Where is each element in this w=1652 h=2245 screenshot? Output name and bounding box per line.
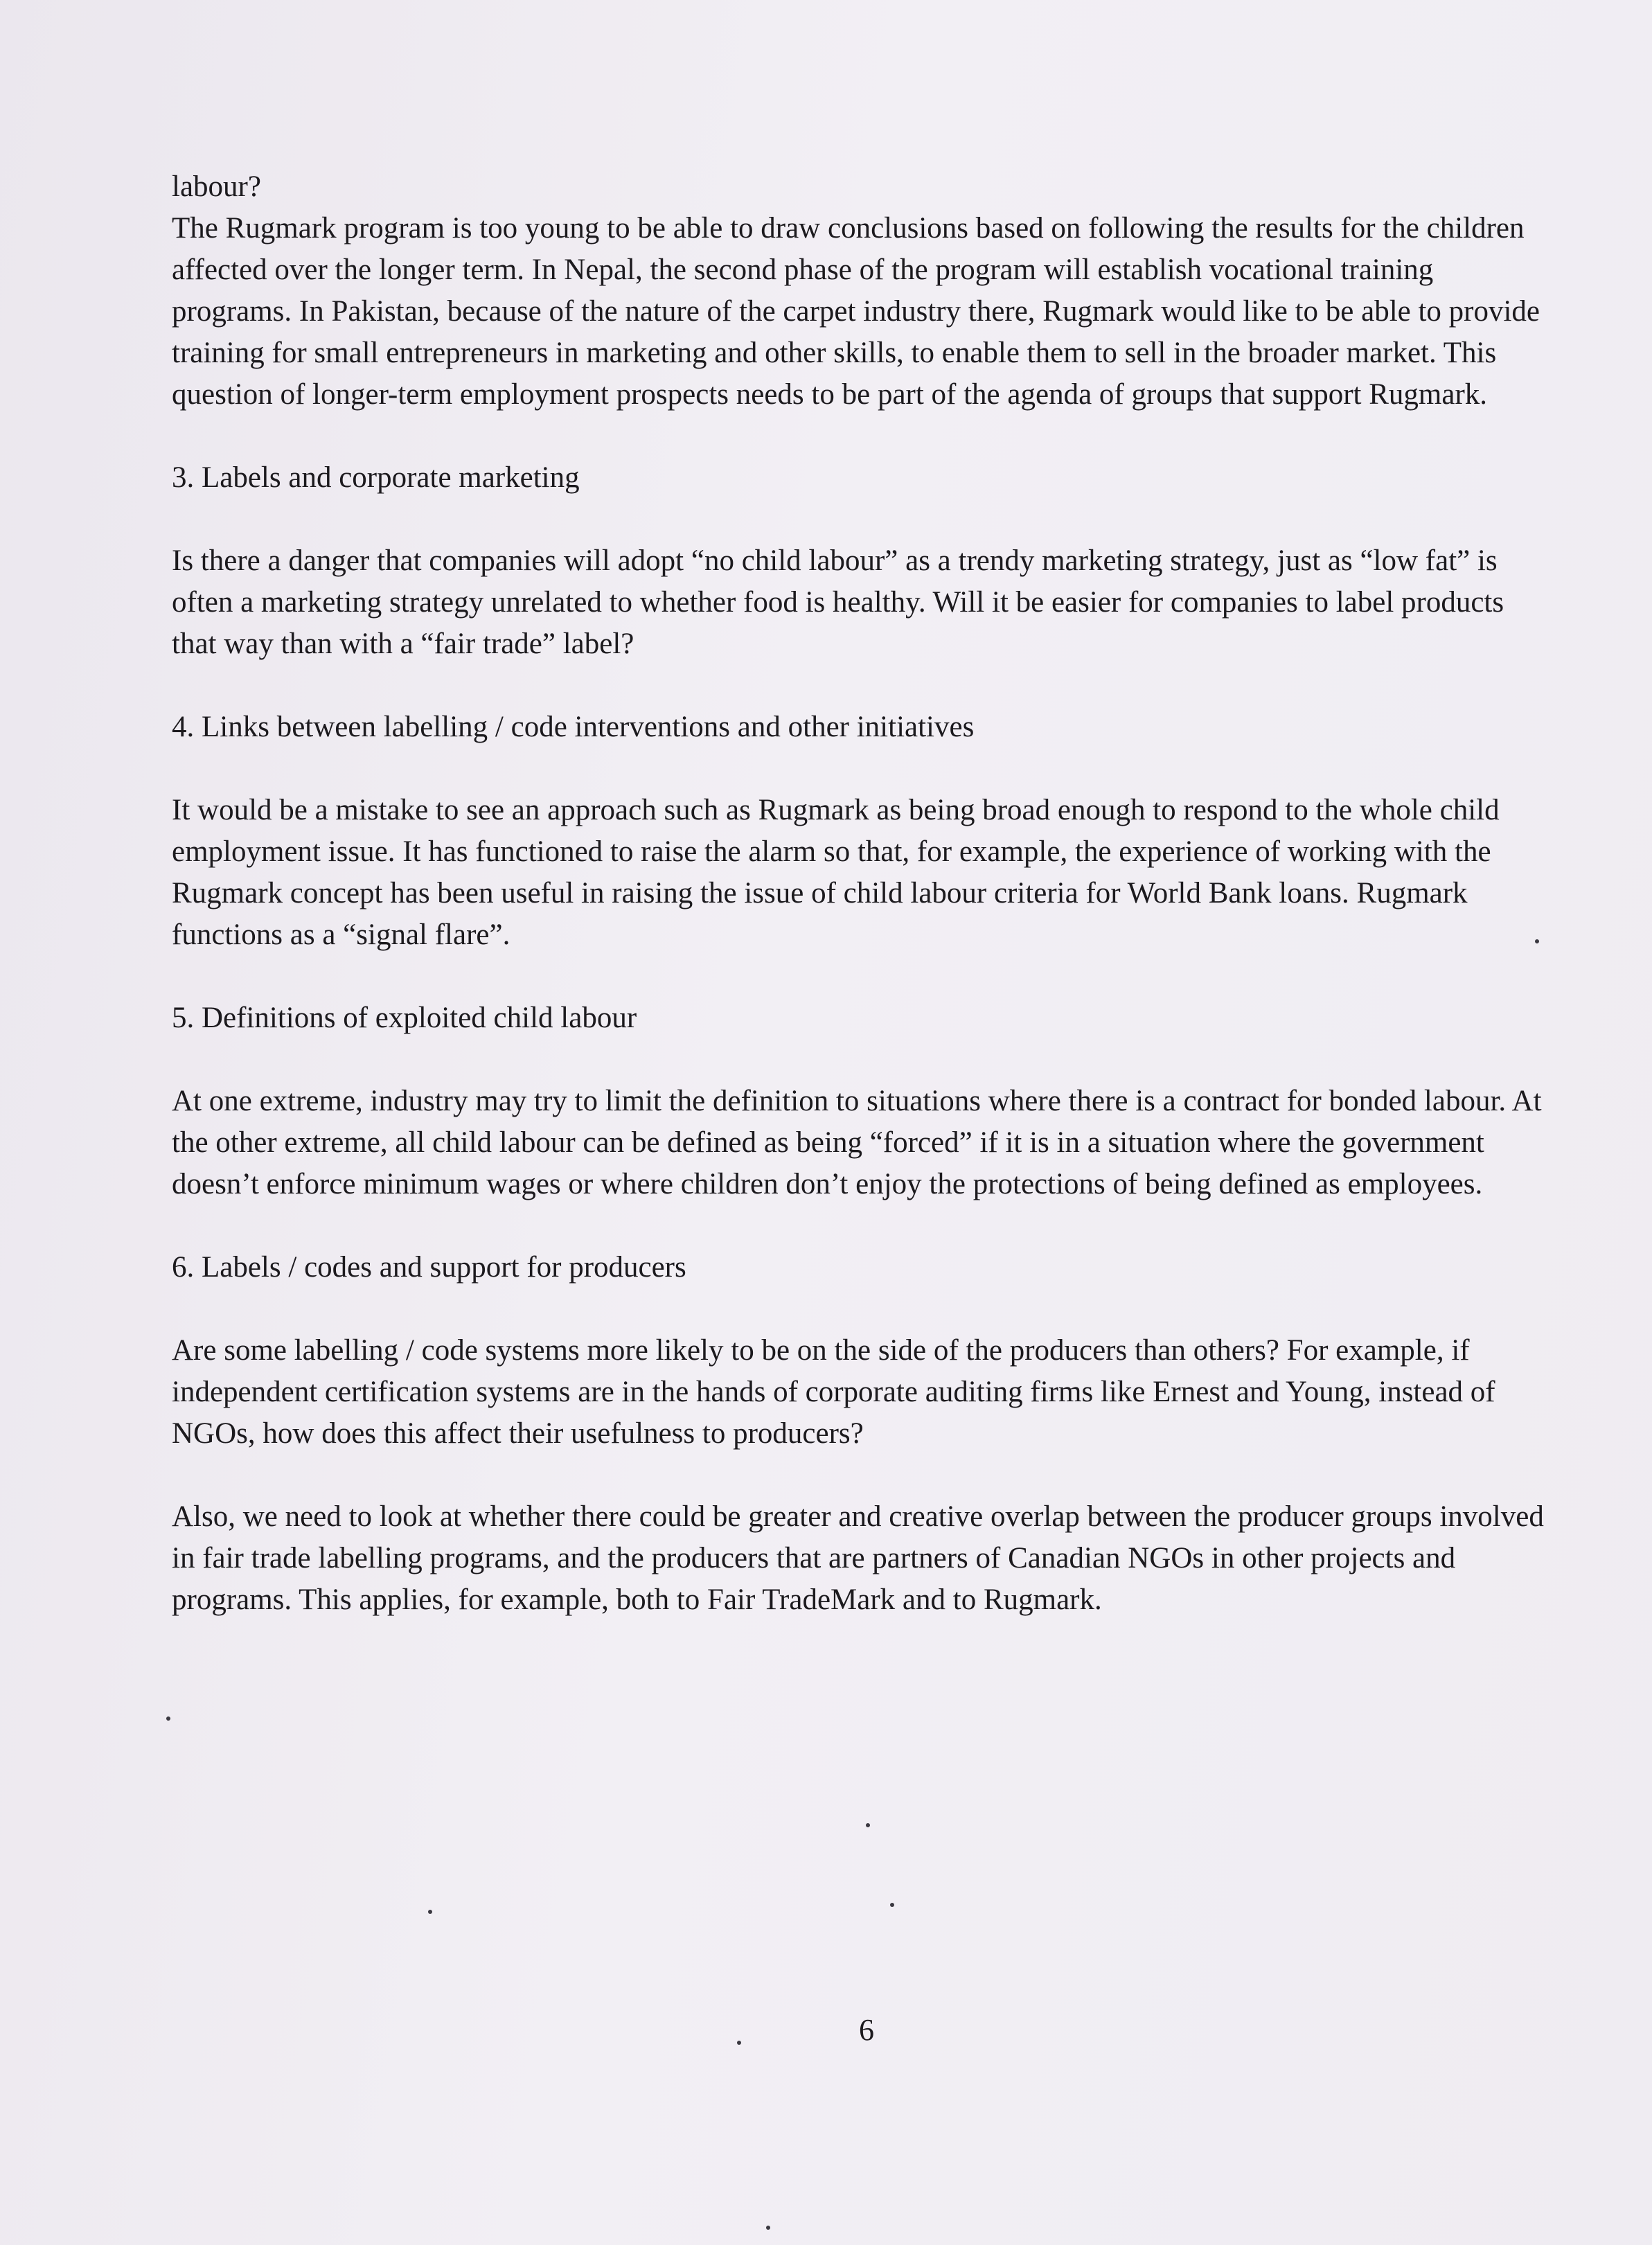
question-tail: labour? (172, 170, 261, 203)
paragraph-producers-side: Are some labelling / code systems more likely to be on the side of the producers than others? For example, if independent certification systems are in the hands of corporate auditing firms like Ernest and Young, instead of NGOs, how does this affect their usefulness to producers? (172, 1334, 1495, 1450)
heading-definitions-child-labour: 5. Definitions of exploited child labour (172, 1002, 637, 1034)
scan-speck (428, 1910, 432, 1914)
document-body (172, 166, 1550, 1662)
heading-links-between-labelling: 4. Links between labelling / code interventions and other initiatives (172, 711, 975, 743)
paragraph-definitions-child-labour: At one extreme, industry may try to limit the definition to situations where there is a contract for bonded labour. At the other extreme, all child labour can be defined as being “forced” if it is in a situation where the government doesn’t enforce minimum wages or where children don’t enjoy the protections of being defined as employees. (172, 1085, 1542, 1200)
heading-labels-support-producers: 6. Labels / codes and support for producers (172, 1251, 686, 1284)
paragraph-labels-corporate-marketing: Is there a danger that companies will adopt “no child labour” as a trendy marketing strategy, just as “low fat” is often a marketing strategy unrelated to whether food is healthy. Will it be easier for companies to label products that way than with a “fair trade” label? (172, 544, 1504, 660)
paragraph-links-between-labelling: It would be a mistake to see an approach such as Rugmark as being broad enough to respond to the whole child employment issue. It has functioned to raise the alarm so that, for example, the experience of working with the Rugmark concept has been useful in raising the issue of child labour criteria for World Bank loans. Rugmark functions as a “signal flare”. (172, 794, 1500, 951)
paragraph-rugmark-program: The Rugmark program is too young to be able to draw conclusions based on following the results for the children affected over the longer term. In Nepal, the second phase of the program will establish vocational training programs. In Pakistan, because of the nature of the carpet industry there, Rugmark would like to be able to provide training for small entrepreneurs in marketing and other skills, to enable them to sell in the broader market. This question of longer-term employment prospects needs to be part of the agenda of groups that support Rugmark. (172, 212, 1540, 411)
heading-labels-corporate-marketing: 3. Labels and corporate marketing (172, 461, 580, 494)
scan-speck (166, 1716, 170, 1721)
paragraph-overlap-producer-groups: Also, we need to look at whether there could be greater and creative overlap between the producer groups involved in fair trade labelling programs, and the producers that are partners of Canadian NGOs in other projects and programs. This applies, for example, both to Fair TradeMark and to Rugmark. (172, 1500, 1544, 1616)
scan-speck (866, 1823, 870, 1827)
scan-speck (737, 2041, 741, 2045)
page-number: 6 (859, 2013, 874, 2047)
scan-speck (890, 1903, 894, 1907)
scan-speck (1535, 939, 1539, 943)
scan-speck (766, 2226, 770, 2230)
